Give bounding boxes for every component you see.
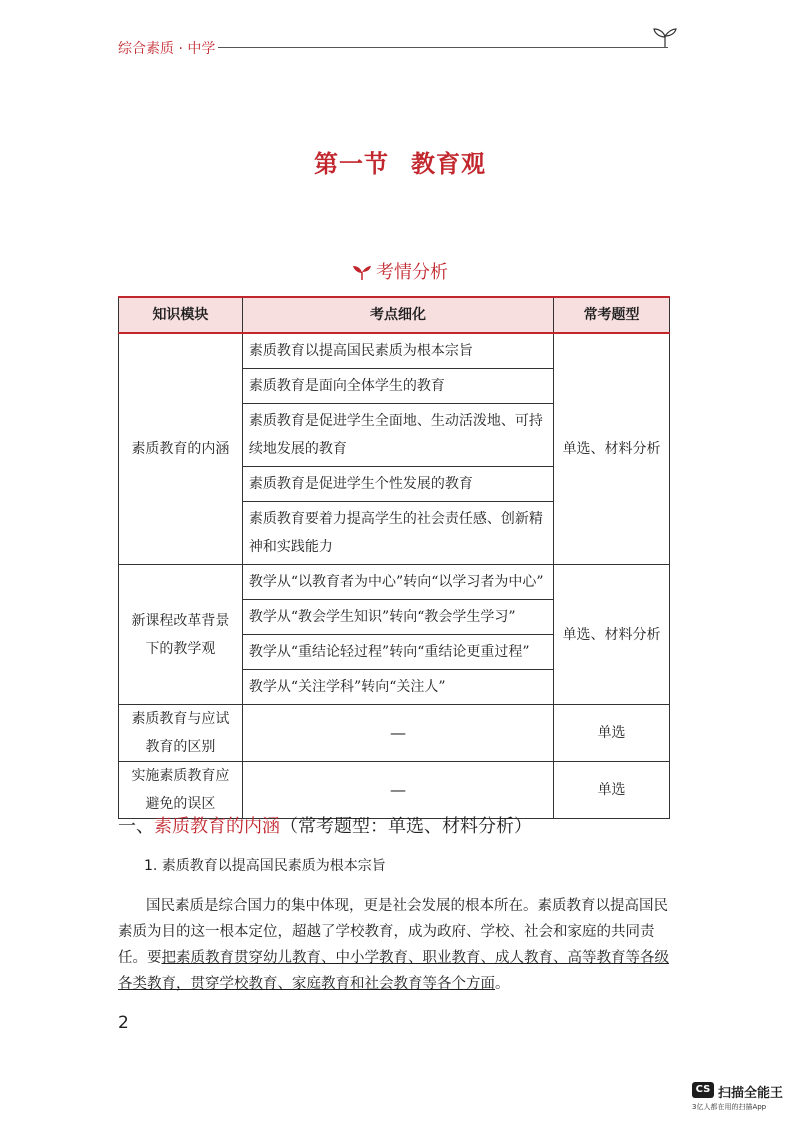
column-header: 知识模块 <box>119 297 243 333</box>
camscanner-icon: CS <box>692 1082 714 1098</box>
detail-cell: 教学从“重结论轻过程”转向“重结论更重过程” <box>242 635 553 670</box>
heading-prefix: 一、 <box>118 816 154 837</box>
section-title <box>0 144 800 179</box>
para-end: 。 <box>495 975 510 992</box>
table-row <box>119 565 670 600</box>
module-cell: 新课程改革背景下的教学观 <box>119 565 243 705</box>
sprout-icon <box>652 26 678 48</box>
section-name: 教育观 <box>411 150 486 178</box>
type-cell: 单选、材料分析 <box>554 565 670 705</box>
detail-cell: 素质教育是促进学生个性发展的教育 <box>242 467 553 502</box>
para-underlined: 把素质教育贯穿幼儿教育、中小学教育、职业教育、成人教育、高等教育等各级各类教育，贯穿学校教育、家庭教育和社会教育等各个方面 <box>118 949 669 992</box>
detail-cell: 素质教育是促进学生全面地、生动活泼地、可持续地发展的教育 <box>242 404 553 467</box>
detail-cell: — <box>242 762 553 819</box>
column-header: 常考题型 <box>554 297 670 333</box>
sprout-icon <box>352 263 372 281</box>
detail-cell: 素质教育是面向全体学生的教育 <box>242 369 553 404</box>
subsection-heading <box>118 812 532 838</box>
detail-cell: — <box>242 705 553 762</box>
table-header-row <box>119 297 670 333</box>
detail-cell: 教学从“以教育者为中心”转向“以学习者为中心” <box>242 565 553 600</box>
point-heading: 1. 素质教育以提高国民素质为根本宗旨 <box>144 858 386 874</box>
header-label: 综合素质 · 中学 <box>118 41 216 57</box>
type-cell: 单选 <box>554 762 670 819</box>
analysis-title: 考情分析 <box>376 262 448 283</box>
header-rule <box>218 47 668 48</box>
module-cell: 素质教育的内涵 <box>119 333 243 565</box>
section-number: 第一节 <box>314 150 389 178</box>
heading-topic: 素质教育的内涵 <box>154 816 280 837</box>
page-number: 2 <box>118 1013 129 1033</box>
type-cell: 单选、材料分析 <box>554 333 670 565</box>
type-cell: 单选 <box>554 705 670 762</box>
exam-analysis-table <box>118 296 670 819</box>
column-header: 考点细化 <box>242 297 553 333</box>
body-paragraph <box>118 893 678 997</box>
watermark-name: 扫描全能王 <box>718 1086 784 1101</box>
module-cell: 素质教育与应试教育的区别 <box>119 705 243 762</box>
analysis-heading <box>0 258 800 284</box>
detail-cell: 素质教育以提高国民素质为根本宗旨 <box>242 333 553 369</box>
scanner-watermark <box>692 1082 790 1118</box>
module-cell: 实施素质教育应避免的误区 <box>119 762 243 819</box>
detail-cell: 素质教育要着力提高学生的社会责任感、创新精神和实践能力 <box>242 502 553 565</box>
detail-cell: 教学从“关注学科”转向“关注人” <box>242 670 553 705</box>
table-row <box>119 705 670 762</box>
para-text: 国民素质是综合国力的集中体现，更是社会发展的根本所在。素质教育以提高国民素质为目的这一根本定位，超越了学校教育，成为政府、学校、社会和家庭的共同责任。要 <box>118 897 668 966</box>
table-row <box>119 762 670 819</box>
detail-cell: 教学从“教会学生知识”转向“教会学生学习” <box>242 600 553 635</box>
heading-note: （常考题型：单选、材料分析） <box>280 816 532 837</box>
table-row <box>119 333 670 369</box>
running-header <box>118 26 688 66</box>
watermark-tagline: 3亿人都在用的扫描App <box>692 1103 767 1111</box>
